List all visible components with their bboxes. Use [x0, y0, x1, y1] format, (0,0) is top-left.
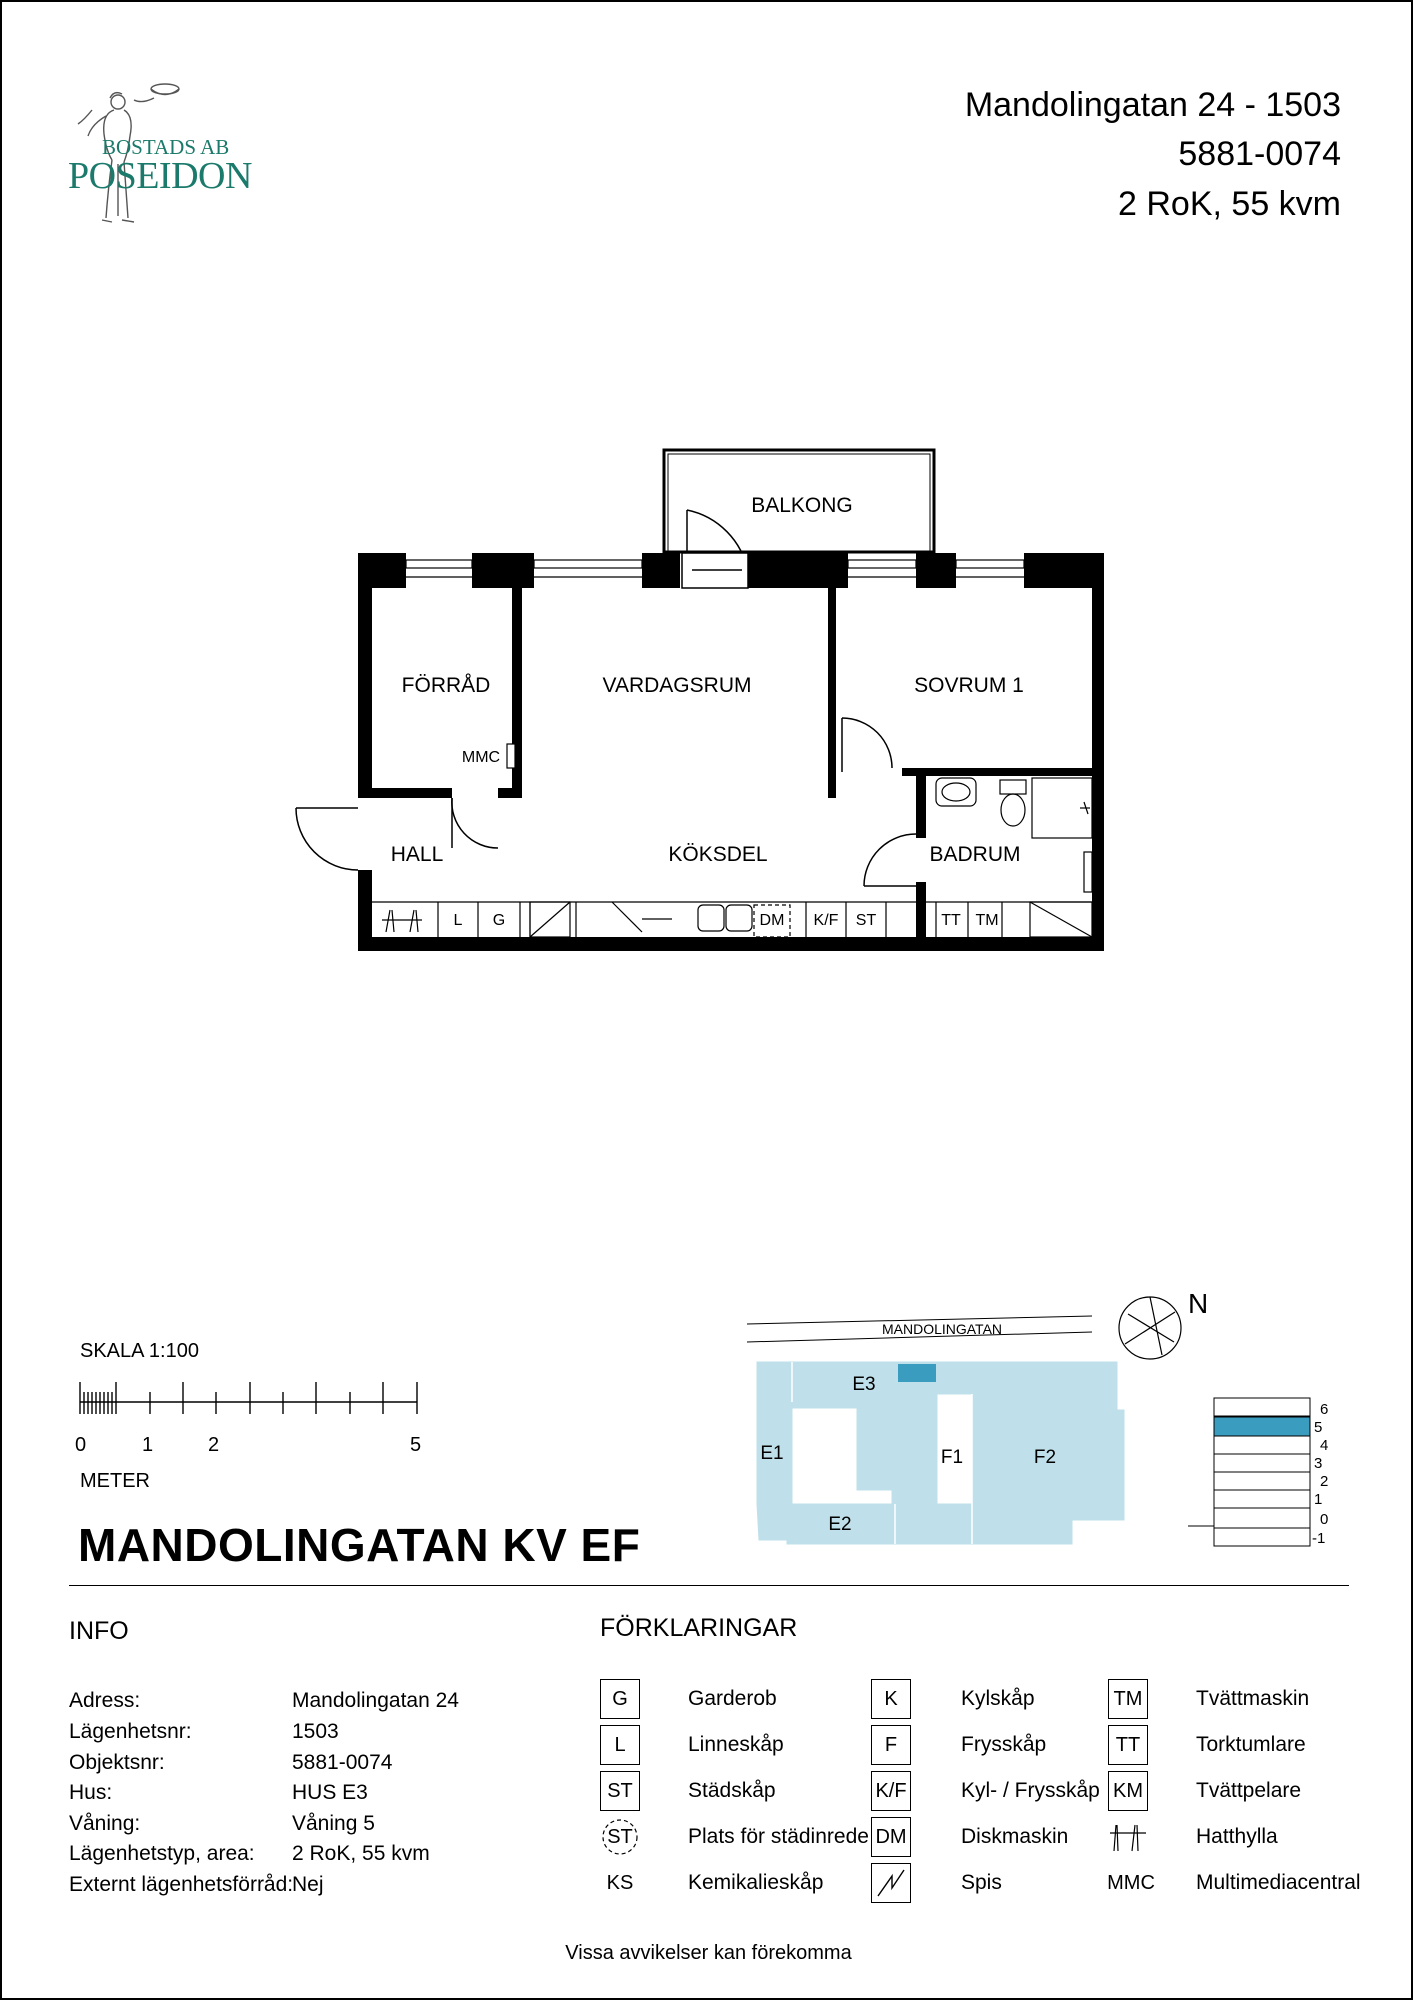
- info-value: HUS E3: [292, 1781, 368, 1804]
- legend-symbol-text: ST: [607, 1825, 633, 1848]
- info-key: Lägenhetsnr:: [69, 1720, 192, 1743]
- logo-line1: BOSTADS AB: [102, 135, 230, 159]
- info-heading: INFO: [69, 1617, 129, 1645]
- footer-note: Vissa avvikelser kan förekomma: [565, 1942, 852, 1964]
- info-key: Hus:: [69, 1781, 113, 1804]
- legend-symbol: KM: [1108, 1771, 1148, 1811]
- legend-symbol: K/F: [871, 1771, 911, 1811]
- floor-1: 1: [1314, 1491, 1323, 1508]
- current-unit-highlight: [898, 1364, 936, 1382]
- legend-symbol: [1108, 1817, 1148, 1857]
- legend-symbol: DM: [871, 1817, 911, 1857]
- legend-heading: FÖRKLARINGAR: [600, 1614, 798, 1642]
- room-koksdel: KÖKSDEL: [668, 843, 768, 866]
- info-value: Våning 5: [292, 1812, 375, 1835]
- legend-symbol: KS: [606, 1871, 634, 1894]
- fixture-l: L: [453, 912, 463, 929]
- info-key: Externt lägenhetsförråd:: [69, 1873, 294, 1896]
- floor-6: 6: [1320, 1401, 1329, 1418]
- legend-symbol: G: [600, 1679, 640, 1719]
- info-value: 5881-0074: [292, 1751, 393, 1774]
- fixture-tm: TM: [975, 912, 999, 929]
- spis-icon: [872, 1864, 910, 1902]
- info-row-apartment: [69, 1720, 489, 1750]
- floor-3: 3: [1314, 1455, 1323, 1472]
- header-object-number: 5881-0074: [1178, 135, 1341, 173]
- room-sovrum: SOVRUM 1: [914, 674, 1024, 697]
- info-row-house: [69, 1781, 489, 1811]
- room-balkong: BALKONG: [751, 494, 853, 517]
- compass-icon: [1119, 1297, 1181, 1359]
- info-key: Våning:: [69, 1812, 141, 1835]
- fixture-tt: TT: [941, 912, 961, 929]
- info-row-object: [69, 1751, 489, 1781]
- fixture-mmc: MMC: [461, 749, 501, 766]
- legend-label: Kemikalieskåp: [688, 1871, 824, 1894]
- fixture-dm: DM: [759, 912, 785, 929]
- info-row-type: [69, 1842, 489, 1872]
- header-address: Mandolingatan 24 - 1503: [964, 86, 1341, 124]
- fixture-kf: K/F: [813, 912, 839, 929]
- legend-symbol: ST: [600, 1771, 640, 1811]
- scale-unit: METER: [80, 1470, 150, 1492]
- hat-shelf-icon: [1108, 1817, 1148, 1857]
- legend-label: Multimediacentral: [1196, 1871, 1361, 1894]
- info-value: Nej: [292, 1873, 324, 1896]
- scale-tick-2: 2: [208, 1434, 220, 1456]
- info-key: Adress:: [69, 1689, 141, 1712]
- legend-symbol: TM: [1108, 1679, 1148, 1719]
- header-type-area: 2 RoK, 55 kvm: [1118, 185, 1341, 223]
- legend-label: Tvättmaskin: [1196, 1687, 1310, 1710]
- legend-label: Garderob: [688, 1687, 777, 1710]
- floor-2: 2: [1320, 1473, 1329, 1490]
- floor-highlight: [1214, 1417, 1310, 1436]
- legend-label: Städskåp: [688, 1779, 776, 1802]
- floor-5: 5: [1314, 1419, 1323, 1436]
- legend-label: Hatthylla: [1196, 1825, 1278, 1848]
- legend-symbol: F: [871, 1725, 911, 1765]
- legend-symbol: [871, 1863, 911, 1903]
- info-row-storage: [69, 1873, 489, 1903]
- legend-label: Frysskåp: [961, 1733, 1047, 1756]
- legend-label: Linneskåp: [688, 1733, 784, 1756]
- legend-label: Torktumlare: [1196, 1733, 1306, 1756]
- info-value: 1503: [292, 1720, 339, 1743]
- floor-0: 0: [1320, 1511, 1329, 1528]
- legend-symbol: TT: [1108, 1725, 1148, 1765]
- building-f2: F2: [1033, 1447, 1057, 1468]
- project-title: MANDOLINGATAN KV EF: [78, 1519, 641, 1571]
- info-value: Mandolingatan 24: [292, 1689, 459, 1712]
- scale-tick-1: 1: [142, 1434, 154, 1456]
- legend-label: Spis: [961, 1871, 1002, 1894]
- room-badrum: BADRUM: [929, 843, 1021, 866]
- legend-symbol: K: [871, 1679, 911, 1719]
- divider-line: [69, 1585, 1349, 1586]
- legend-label: Diskmaskin: [961, 1825, 1069, 1848]
- info-value: 2 RoK, 55 kvm: [292, 1842, 430, 1865]
- scale-tick-0: 0: [75, 1434, 87, 1456]
- fixture-st: ST: [855, 912, 877, 929]
- legend-symbol: L: [600, 1725, 640, 1765]
- floor-minus1: -1: [1312, 1530, 1326, 1547]
- info-row-address: [69, 1689, 489, 1719]
- scale-tick-5: 5: [410, 1434, 422, 1456]
- building-f1: F1: [940, 1447, 964, 1468]
- legend-label: Tvättpelare: [1196, 1779, 1302, 1802]
- info-key: Objektsnr:: [69, 1751, 165, 1774]
- info-key: Lägenhetstyp, area:: [69, 1842, 255, 1865]
- legend-symbol: [600, 1817, 640, 1857]
- street-name: MANDOLINGATAN: [881, 1321, 1003, 1337]
- room-hall: HALL: [390, 843, 444, 866]
- building-e3: E3: [852, 1374, 876, 1395]
- room-vardagsrum: VARDAGSRUM: [602, 674, 752, 697]
- legend-symbol: MMC: [1107, 1871, 1155, 1894]
- info-row-floor: [69, 1812, 489, 1842]
- legend-label: Plats för städinrede: [688, 1825, 869, 1848]
- scale-label: SKALA 1:100: [80, 1340, 199, 1362]
- north-label: N: [1188, 1288, 1209, 1319]
- logo-line2: POSEIDON: [68, 155, 252, 197]
- legend-label: Kyl- / Frysskåp: [961, 1779, 1100, 1802]
- room-forrad: FÖRRÅD: [401, 674, 491, 697]
- floor-4: 4: [1320, 1437, 1329, 1454]
- legend-label: Kylskåp: [961, 1687, 1035, 1710]
- fixture-g: G: [492, 912, 506, 929]
- building-e2: E2: [828, 1514, 852, 1535]
- building-e1: E1: [760, 1443, 784, 1464]
